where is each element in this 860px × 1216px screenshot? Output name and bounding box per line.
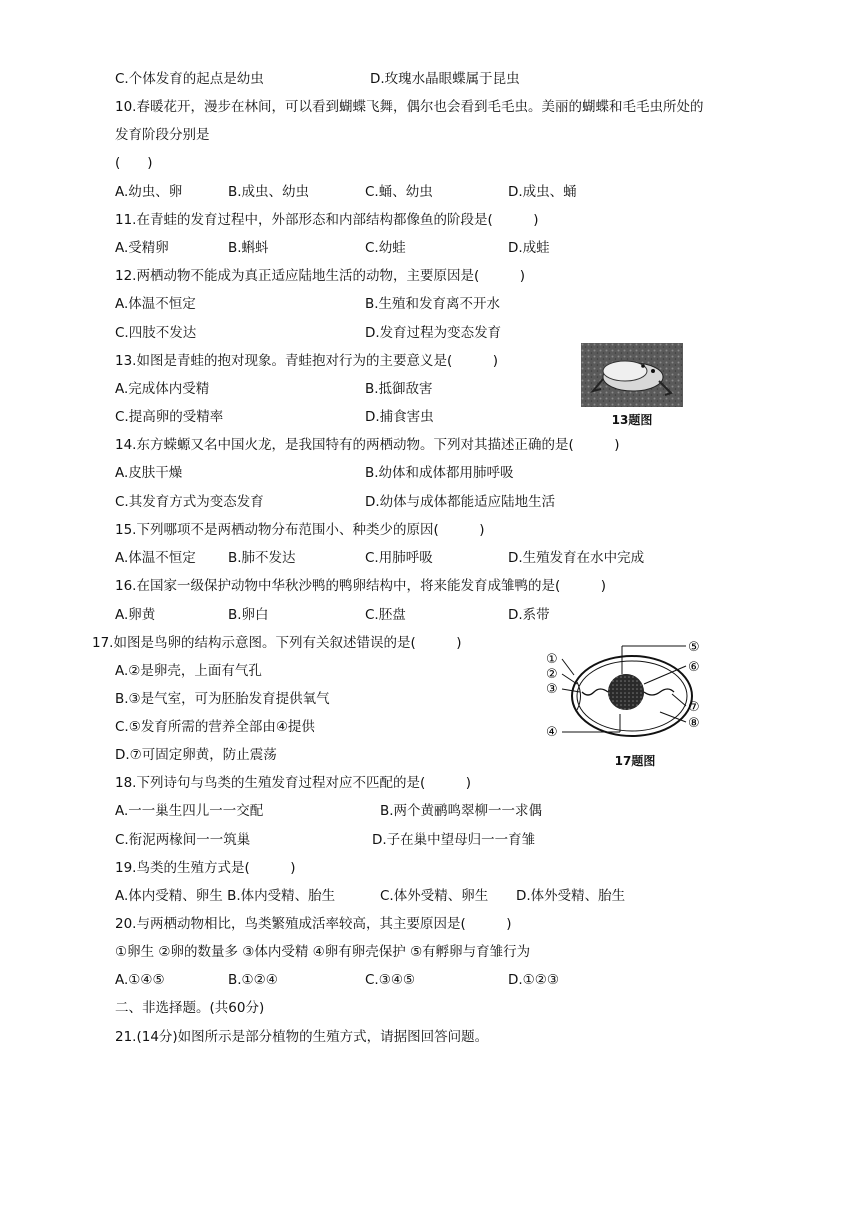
- q12-option-c: C.四肢不发达: [115, 325, 197, 341]
- q10-stem-line1: 10.春暖花开，漫步在林间，可以看到蝴蝶飞舞，偶尔也会看到毛毛虫。美丽的蝴蝶和毛毛虫所处的: [115, 99, 704, 115]
- q12-option-b: B.生殖和发育离不开水: [365, 296, 501, 312]
- q17-stem: 17.如图是鸟卵的结构示意图。下列有关叙述错误的是( ): [92, 635, 462, 651]
- egg-label-1: ①: [546, 652, 558, 667]
- q14-option-b: B.幼体和成体都用肺呼吸: [365, 465, 514, 481]
- q11-option-c: C.幼蛙: [365, 240, 406, 256]
- q11-stem: 11.在青蛙的发育过程中，外部形态和内部结构都像鱼的阶段是( ): [115, 212, 539, 228]
- q11-option-b: B.蝌蚪: [228, 240, 269, 256]
- q15-stem: 15.下列哪项不是两栖动物分布范围小、种类少的原因( ): [115, 522, 485, 538]
- q15-option-a: A.体温不恒定: [115, 550, 196, 566]
- q13-option-b: B.抵御敌害: [365, 381, 433, 397]
- q15-option-d: D.生殖发育在水中完成: [508, 550, 645, 566]
- egg-label-8: ⑧: [688, 716, 700, 731]
- q19-stem: 19.鸟类的生殖方式是( ): [115, 860, 296, 876]
- q19-option-c: C.体外受精、卵生: [380, 888, 489, 904]
- q13-stem: 13.如图是青蛙的抱对现象。青蛙抱对行为的主要意义是( ): [115, 353, 499, 369]
- egg-label-3: ③: [546, 682, 558, 697]
- q17-option-a: A.②是卵壳，上面有气孔: [115, 663, 262, 679]
- q20-option-a: A.①④⑤: [115, 972, 165, 988]
- q9-option-c: C.个体发育的起点是幼虫: [115, 71, 264, 87]
- q21-stem: 21.(14分)如图所示是部分植物的生殖方式，请据图回答问题。: [115, 1029, 489, 1045]
- q12-option-a: A.体温不恒定: [115, 296, 196, 312]
- q17-figure: [540, 640, 710, 768]
- egg-label-5: ⑤: [688, 640, 700, 655]
- q20-option-d: D.①②③: [508, 972, 559, 988]
- q10-option-c: C.蛹、幼虫: [365, 184, 433, 200]
- q11-option-a: A.受精卵: [115, 240, 169, 256]
- q13-figure: [581, 343, 683, 425]
- q10-option-d: D.成虫、蛹: [508, 184, 577, 200]
- q15-option-c: C.用肺呼吸: [365, 550, 433, 566]
- q16-stem: 16.在国家一级保护动物中华秋沙鸭的鸭卵结构中，将来能发育成雏鸭的是( ): [115, 578, 607, 594]
- q14-stem: 14.东方蝾螈又名中国火龙，是我国特有的两栖动物。下列对其描述正确的是( ): [115, 437, 620, 453]
- q20-items: ①卵生 ②卵的数量多 ③体内受精 ④卵有卵壳保护 ⑤有孵卵与育雏行为: [115, 944, 531, 960]
- q10-stem-line2: 发育阶段分别是: [115, 127, 210, 143]
- q16-option-a: A.卵黄: [115, 607, 156, 623]
- q14-option-d: D.幼体与成体都能适应陆地生活: [365, 494, 556, 510]
- q18-option-a: A.一一巢生四儿一一交配: [115, 803, 264, 819]
- q16-option-b: B.卵白: [228, 607, 269, 623]
- q10-option-b: B.成虫、幼虫: [228, 184, 310, 200]
- q17-option-b: B.③是气室，可为胚胎发育提供氧气: [115, 691, 330, 707]
- q14-option-a: A.皮肤干燥: [115, 465, 183, 481]
- q13-option-c: C.提高卵的受精率: [115, 409, 224, 425]
- q16-option-d: D.系带: [508, 607, 550, 623]
- q17-figure-caption: 17题图: [614, 754, 656, 768]
- q19-option-d: D.体外受精、胎生: [516, 888, 626, 904]
- egg-label-2: ②: [546, 667, 558, 682]
- q18-option-d: D.子在巢中望母归一一育雏: [372, 832, 536, 848]
- q16-option-c: C.胚盘: [365, 607, 406, 623]
- q10-option-a: A.幼虫、卵: [115, 184, 183, 200]
- q13-option-a: A.完成体内受精: [115, 381, 210, 397]
- egg-label-7: ⑦: [688, 700, 700, 715]
- egg-label-6: ⑥: [688, 660, 700, 675]
- q20-option-b: B.①②④: [228, 972, 278, 988]
- q17-option-c: C.⑤发育所需的营养全部由④提供: [115, 719, 315, 735]
- q17-option-d: D.⑦可固定卵黄，防止震荡: [115, 747, 277, 763]
- q10-answer-paren: ( ): [115, 155, 153, 171]
- egg-label-4: ④: [546, 725, 558, 740]
- q15-option-b: B.肺不发达: [228, 550, 296, 566]
- q18-option-c: C.衔泥两椽间一一筑巢: [115, 832, 251, 848]
- q12-stem: 12.两栖动物不能成为真正适应陆地生活的动物，主要原因是( ): [115, 268, 526, 284]
- q19-option-ab: A.体内受精、卵生 B.体内受精、胎生: [115, 888, 336, 904]
- q13-option-d: D.捕食害虫: [365, 409, 434, 425]
- q20-option-c: C.③④⑤: [365, 972, 416, 988]
- q12-option-d: D.发育过程为变态发育: [365, 325, 502, 341]
- section2-heading: 二、非选择题。(共60分): [115, 1000, 265, 1016]
- q18-stem: 18.下列诗句与鸟类的生殖发育过程对应不匹配的是( ): [115, 775, 472, 791]
- q18-option-b: B.两个黄鹂鸣翠柳一一求偶: [380, 803, 543, 819]
- q9-option-d: D.玫瑰水晶眼蝶属于昆虫: [370, 71, 520, 87]
- q14-option-c: C.其发育方式为变态发育: [115, 494, 264, 510]
- q11-option-d: D.成蛙: [508, 240, 550, 256]
- frog-amplexus-photo: [581, 343, 683, 407]
- q13-figure-caption: 13题图: [611, 413, 653, 427]
- bird-egg-diagram: [540, 640, 710, 748]
- q20-stem: 20.与两栖动物相比，鸟类繁殖成活率较高，其主要原因是( ): [115, 916, 512, 932]
